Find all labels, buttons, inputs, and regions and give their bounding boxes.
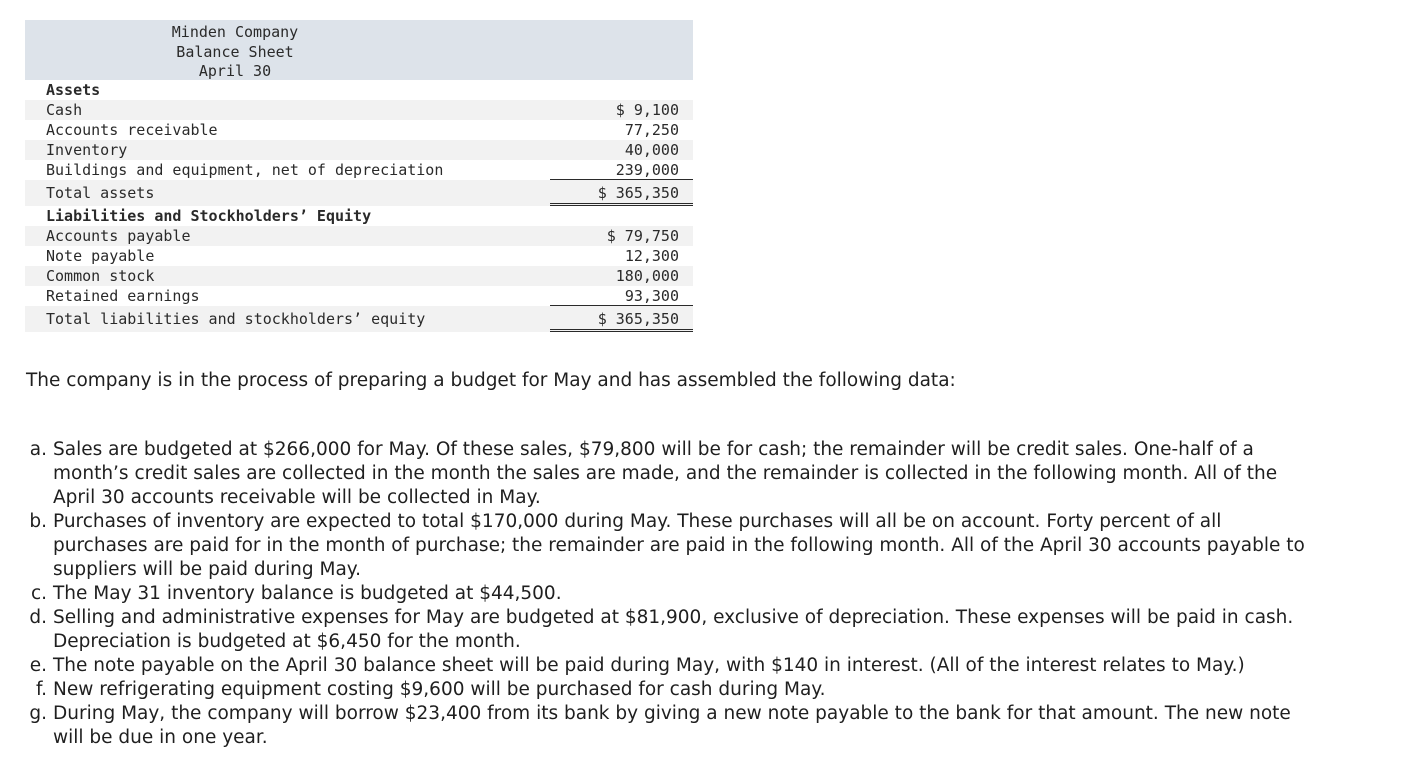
company-name: Minden Company	[171, 23, 299, 41]
table-row-cash	[25, 100, 693, 120]
total-value: $ 365,350	[550, 180, 693, 206]
row-label: Retained earnings	[46, 287, 200, 305]
row-label: Accounts receivable	[46, 121, 218, 139]
row-value: 180,000	[615, 267, 679, 285]
row-label: Common stock	[46, 267, 155, 285]
item-text: New refrigerating equipment costing $9,600 will be purchased for cash during May.	[53, 679, 826, 700]
row-label: Buildings and equipment, net of depreciation	[46, 161, 444, 179]
item-text: Purchases of inventory are expected to total $170,000 during May. These purchases will all be on account. Forty percent of all purchases are paid for in the month of purchase; the remainder are paid in the following month. All of the April 30 accounts payable to suppliers will be paid during May.	[53, 511, 1305, 580]
item-marker: c.	[30, 583, 47, 604]
list-item	[28, 702, 1318, 750]
item-marker: f.	[35, 679, 47, 700]
table-row-note-payable	[25, 246, 693, 266]
table-row-total-liabilities-equity	[25, 306, 693, 332]
item-marker: d.	[29, 607, 47, 628]
total-label: Total assets	[46, 184, 155, 202]
item-text: Selling and administrative expenses for May are budgeted at $81,900, exclusive of depreciation. These expenses will be paid in cash. Depreciation is budgeted at $6,450 for the month.	[53, 607, 1294, 652]
intro-paragraph: The company is in the process of preparing a budget for May and has assembled the following data:	[26, 370, 956, 391]
row-value: $ 9,100	[615, 101, 679, 119]
table-row-common-stock	[25, 266, 693, 286]
item-marker: a.	[29, 439, 47, 460]
row-value: 77,250	[624, 121, 679, 139]
item-marker: b.	[29, 511, 47, 532]
item-text: Sales are budgeted at $266,000 for May. Of these sales, $79,800 will be for cash; the remainder will be credit sales. One-half of a month’s credit sales are collected in the month the sales are made, and the remainder is collected in the following month. All of the April 30 accounts receivable will be collected in May.	[53, 439, 1278, 508]
row-value: $ 79,750	[606, 227, 679, 245]
row-label: Cash	[46, 101, 83, 119]
table-row-total-assets	[25, 180, 693, 206]
row-value: 93,300	[550, 286, 693, 306]
requirements-list	[28, 438, 1318, 750]
liabilities-section-title	[25, 206, 693, 226]
statement-title: Balance Sheet	[176, 42, 294, 61]
table-row-accounts-payable	[25, 226, 693, 246]
list-item	[28, 678, 1318, 702]
table-row-accounts-receivable	[25, 120, 693, 140]
row-value: 239,000	[550, 160, 693, 180]
table-row-retained-earnings	[25, 286, 693, 306]
balance-sheet-table	[25, 20, 693, 332]
table-row-buildings-equipment	[25, 160, 693, 180]
list-item	[28, 606, 1318, 654]
list-item	[28, 654, 1318, 678]
table-row-inventory	[25, 140, 693, 160]
row-value: 12,300	[624, 247, 679, 265]
assets-section-title	[25, 80, 693, 100]
row-label: Accounts payable	[46, 227, 191, 245]
item-marker: g.	[29, 703, 47, 724]
section-label: Liabilities and Stockholders’ Equity	[46, 207, 372, 225]
total-label: Total liabilities and stockholders’ equity	[46, 310, 426, 328]
row-value: 40,000	[624, 141, 679, 159]
item-marker: e.	[29, 655, 47, 676]
item-text: During May, the company will borrow $23,400 from its bank by giving a new note payable to the bank for that amount. The new note will be due in one year.	[53, 703, 1291, 748]
row-label: Note payable	[46, 247, 155, 265]
row-label: Inventory	[46, 141, 128, 159]
item-text: The note payable on the April 30 balance sheet will be paid during May, with $140 in interest. (All of the interest relates to May.)	[53, 655, 1245, 676]
balance-sheet-header	[25, 20, 693, 80]
total-value: $ 365,350	[550, 306, 693, 332]
list-item	[28, 582, 1318, 606]
list-item	[28, 510, 1318, 582]
list-item	[28, 438, 1318, 510]
statement-date: April 30	[198, 62, 272, 80]
item-text: The May 31 inventory balance is budgeted at $44,500.	[53, 583, 562, 604]
section-label: Assets	[46, 81, 101, 99]
